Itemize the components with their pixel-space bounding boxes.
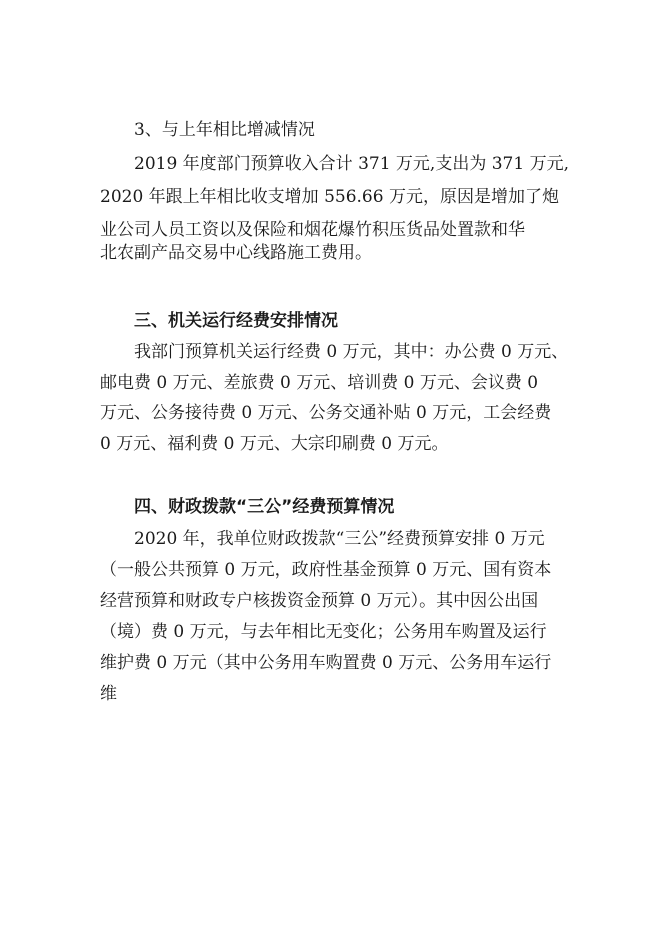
section-three-line-2: 邮电费 0 万元、差旅费 0 万元、培训费 0 万元、会议费 0 (100, 373, 539, 393)
section-3-line-3: 业公司人员工资以及保险和烟花爆竹积压货品处置款和华 (100, 220, 525, 240)
section-3-heading: 3、与上年相比增减情况 (134, 120, 315, 140)
section-four-line-3: 经营预算和财政专户核拨资金预算 0 万元）。其中因公出国 (100, 591, 539, 611)
section-three-line-3: 万元、公务接待费 0 万元、公务交通补贴 0 万元，工会经费 (100, 403, 552, 423)
section-3-line-4: 北农副产品交易中心线路施工费用。 (100, 243, 372, 263)
section-3-line-1: 2019 年度部门预算收入合计 371 万元,支出为 371 万元, (134, 154, 569, 174)
section-3-line-2: 2020 年跟上年相比收支增加 556.66 万元，原因是增加了炮 (100, 187, 559, 207)
section-four-heading: 四、财政拨款“三公”经费预算情况 (134, 497, 395, 517)
section-four-line-6: 维 (100, 684, 117, 704)
section-four-line-4: （境）费 0 万元，与去年相比无变化；公务用车购置及运行 (100, 622, 547, 642)
section-four-line-2: （一般公共预算 0 万元，政府性基金预算 0 万元、国有资本 (100, 560, 552, 580)
section-three-line-1: 我部门预算机关运行经费 0 万元，其中：办公费 0 万元、 (134, 342, 569, 362)
section-four-line-1: 2020 年，我单位财政拨款“三公”经费预算安排 0 万元 (134, 529, 545, 549)
section-three-line-4: 0 万元、福利费 0 万元、大宗印刷费 0 万元。 (100, 434, 449, 454)
section-four-line-5: 维护费 0 万元（其中公务用车购置费 0 万元、公务用车运行 (100, 653, 552, 673)
section-three-heading: 三、机关运行经费安排情况 (134, 311, 338, 331)
